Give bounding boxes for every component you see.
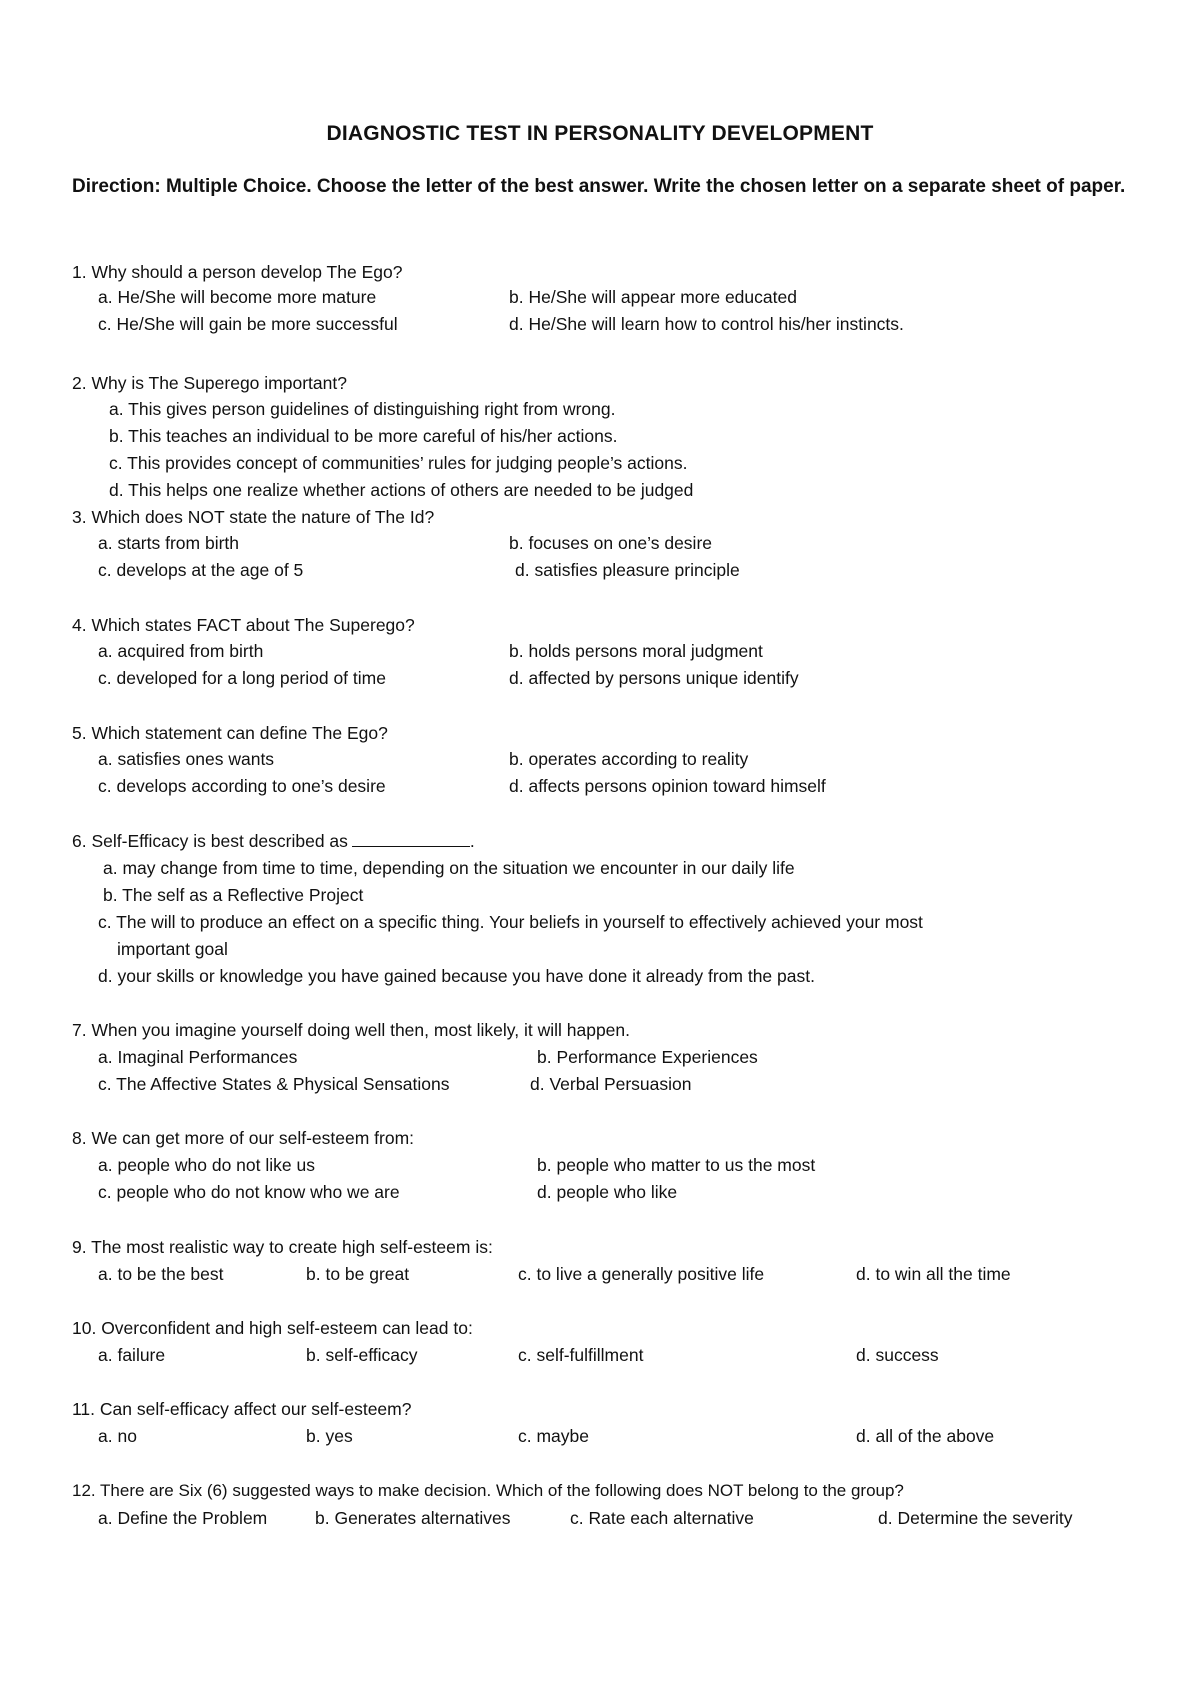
question-2-option-c: c. This provides concept of communities’ rules for judging people’s actions. [109, 453, 688, 473]
question-4-option-a: a. acquired from birth [98, 641, 264, 661]
question-5-option-c: c. develops according to one’s desire [98, 776, 386, 796]
question-7-option-c: c. The Affective States & Physical Sensations [98, 1074, 450, 1094]
question-1-option-b: b. He/She will appear more educated [509, 287, 797, 307]
question-9-option-a: a. to be the best [98, 1264, 224, 1284]
question-10-option-d: d. success [856, 1345, 939, 1365]
question-5-option-b: b. operates according to reality [509, 749, 749, 769]
question-6-option-b: b. The self as a Reflective Project [103, 885, 364, 905]
page-title: DIAGNOSTIC TEST IN PERSONALITY DEVELOPMENT [326, 122, 874, 145]
question-9-option-c: c. to live a generally positive life [518, 1264, 765, 1284]
question-10-option-a: a. failure [98, 1345, 166, 1365]
question-12-stem: 12. There are Six (6) suggested ways to make decision. Which of the following does NOT belong to the group? [72, 1481, 904, 1500]
direction-text: Direction: Multiple Choice. Choose the letter of the best answer. Write the chosen letter on a separate sheet of paper. [72, 176, 1126, 197]
question-1-option-d: d. He/She will learn how to control his/her instincts. [509, 314, 904, 334]
question-3-option-b: b. focuses on one’s desire [509, 533, 713, 553]
question-6-stem-end: . [469, 831, 475, 851]
question-6-option-c-continued: important goal [117, 939, 228, 959]
question-6-stem [72, 830, 475, 852]
question-8-option-b: b. people who matter to us the most [537, 1155, 816, 1175]
question-3-option-a: a. starts from birth [98, 533, 240, 553]
question-12-option-a: a. Define the Problem [98, 1508, 268, 1528]
question-9-stem: 9. The most realistic way to create high self-esteem is: [72, 1237, 493, 1257]
question-6-option-c: c. The will to produce an effect on a specific thing. Your beliefs in yourself to effectively achieved your most [98, 912, 923, 932]
question-8-option-a: a. people who do not like us [98, 1155, 315, 1175]
question-4-stem: 4. Which states FACT about The Superego? [72, 615, 415, 635]
question-9-option-d: d. to win all the time [856, 1264, 1011, 1284]
question-2-option-d: d. This helps one realize whether actions of others are needed to be judged [109, 480, 694, 500]
question-3-stem: 3. Which does NOT state the nature of The Id? [72, 507, 435, 527]
question-11-stem: 11. Can self-efficacy affect our self-esteem? [72, 1399, 412, 1419]
question-9-option-b: b. to be great [306, 1264, 410, 1284]
question-11-option-a: a. no [98, 1426, 137, 1446]
question-8-option-c: c. people who do not know who we are [98, 1182, 400, 1202]
question-1-stem: 1. Why should a person develop The Ego? [72, 262, 403, 282]
question-11-option-b: b. yes [306, 1426, 353, 1446]
question-3-option-c: c. develops at the age of 5 [98, 560, 304, 580]
question-10-option-b: b. self-efficacy [306, 1345, 418, 1365]
question-12-option-d: d. Determine the severity [878, 1508, 1073, 1528]
question-12-option-c: c. Rate each alternative [570, 1508, 754, 1528]
question-6-option-d: d. your skills or knowledge you have gained because you have done it already from the past. [98, 966, 815, 986]
question-6-option-a: a. may change from time to time, depending on the situation we encounter in our daily life [103, 858, 795, 878]
question-2-stem: 2. Why is The Superego important? [72, 373, 347, 393]
question-7-option-d: d. Verbal Persuasion [530, 1074, 692, 1094]
question-5-stem: 5. Which statement can define The Ego? [72, 723, 388, 743]
question-1-option-c: c. He/She will gain be more successful [98, 314, 398, 334]
question-11-option-c: c. maybe [518, 1426, 589, 1446]
question-7-stem: 7. When you imagine yourself doing well then, most likely, it will happen. [72, 1020, 631, 1040]
question-7-option-a: a. Imaginal Performances [98, 1047, 298, 1067]
question-6-stem-text: 6. Self-Efficacy is best described as [72, 831, 348, 851]
question-11-option-d: d. all of the above [856, 1426, 995, 1446]
question-1-option-a: a. He/She will become more mature [98, 287, 377, 307]
question-7-option-b: b. Performance Experiences [537, 1047, 758, 1067]
question-5-option-a: a. satisfies ones wants [98, 749, 275, 769]
question-10-stem: 10. Overconfident and high self-esteem can lead to: [72, 1318, 473, 1338]
answer-blank [352, 832, 470, 847]
question-4-option-d: d. affected by persons unique identify [509, 668, 799, 688]
question-8-option-d: d. people who like [537, 1182, 678, 1202]
question-5-option-d: d. affects persons opinion toward himself [509, 776, 826, 796]
question-12-option-b: b. Generates alternatives [315, 1508, 511, 1528]
question-2-option-a: a. This gives person guidelines of distinguishing right from wrong. [109, 399, 616, 419]
question-3-option-d: d. satisfies pleasure principle [515, 560, 740, 580]
question-10-option-c: c. self-fulfillment [518, 1345, 644, 1365]
question-8-stem: 8. We can get more of our self-esteem from: [72, 1128, 415, 1148]
question-2-option-b: b. This teaches an individual to be more careful of his/her actions. [109, 426, 618, 446]
question-4-option-c: c. developed for a long period of time [98, 668, 386, 688]
question-4-option-b: b. holds persons moral judgment [509, 641, 763, 661]
